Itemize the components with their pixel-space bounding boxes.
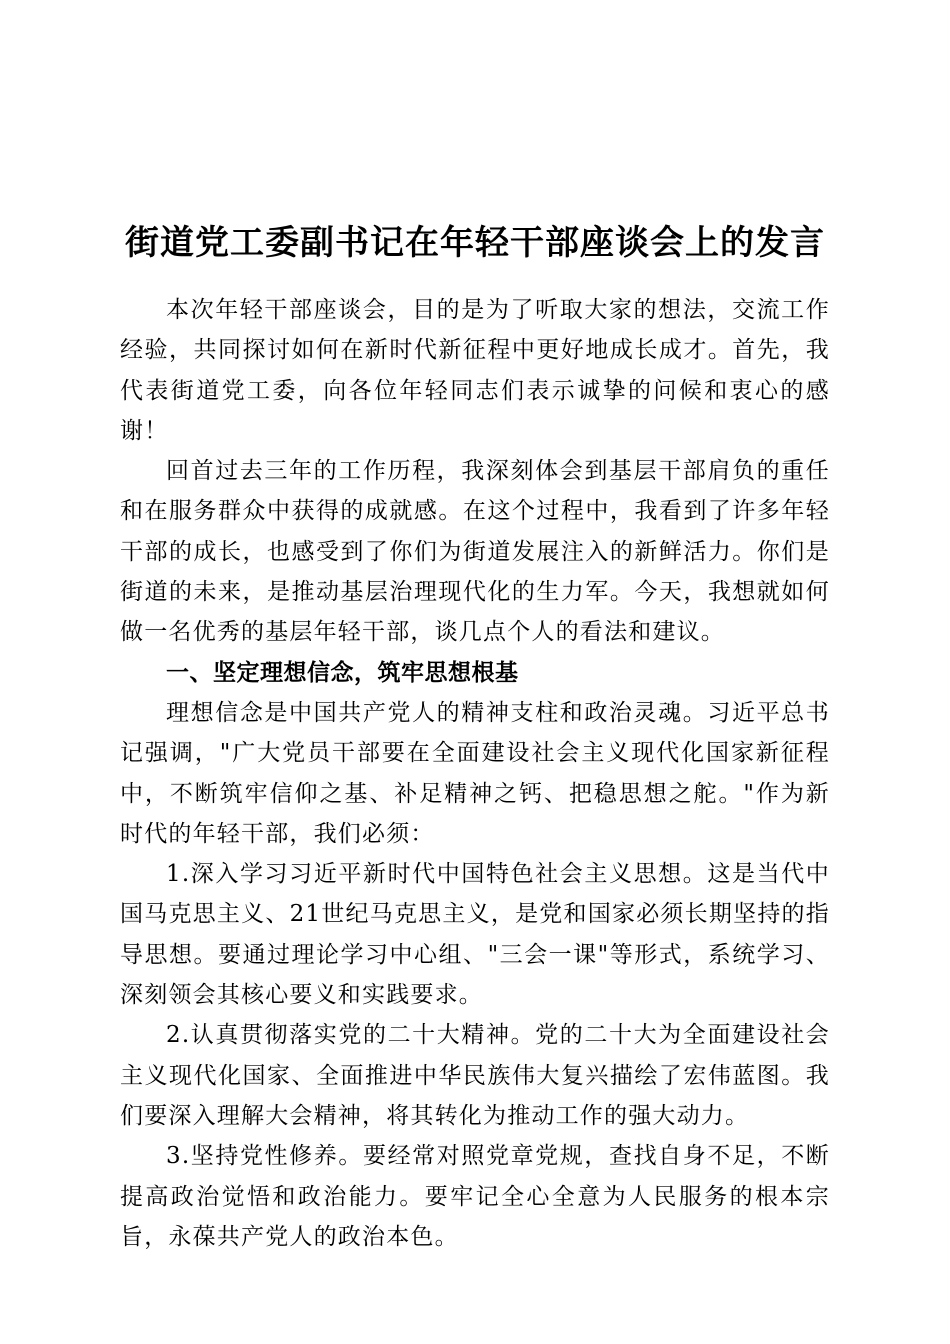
paragraph-review: 回首过去三年的工作历程，我深刻体会到基层干部肩负的重任和在服务群众中获得的成就感。在这个过程中，我看到了许多年轻干部的成长，也感受到了你们为街道发展注入的新鲜活力。你们是街道的未来，是推动基层治理现代化的生力军。今天，我想就如何做一名优秀的基层年轻干部，谈几点个人的看法和建议。 xyxy=(120,458,830,646)
point-item: 1.深入学习习近平新时代中国特色社会主义思想。这是当代中国马克思主义、21世纪马克思主义，是党和国家必须长期坚持的指导思想。要通过理论学习中心组、"三会一课"等形式，系统学习、深刻领会其核心要义和实践要求。 xyxy=(120,861,830,1009)
document-title: 街道党工委副书记在年轻干部座谈会上的发言 xyxy=(125,222,825,263)
point-item: 2.认真贯彻落实党的二十大精神。党的二十大为全面建设社会主义现代化国家、全面推进中华民族伟大复兴描绘了宏伟蓝图。我们要深入理解大会精神，将其转化为推动工作的强大动力。 xyxy=(120,1022,830,1129)
paragraph-opening: 本次年轻干部座谈会，目的是为了听取大家的想法，交流工作经验，共同探讨如何在新时代新征程中更好地成长成才。首先，我代表街道党工委，向各位年轻同志们表示诚挚的问候和衷心的感谢！ xyxy=(120,297,830,444)
section-intro: 理想信念是中国共产党人的精神支柱和政治灵魂。习近平总书记强调，"广大党员干部要在全面建设社会主义现代化国家新征程中，不断筑牢信仰之基、补足精神之钙、把稳思想之舵。"作为新时代的年轻干部，我们必须： xyxy=(120,699,830,847)
document-body xyxy=(120,290,830,1257)
section-heading: 一、坚定理想信念，筑牢思想根基 xyxy=(166,659,519,686)
point-item: 3.坚持党性修养。要经常对照党章党规，查找自身不足，不断提高政治觉悟和政治能力。要牢记全心全意为人民服务的根本宗旨，永葆共产党人的政治本色。 xyxy=(120,1143,830,1250)
